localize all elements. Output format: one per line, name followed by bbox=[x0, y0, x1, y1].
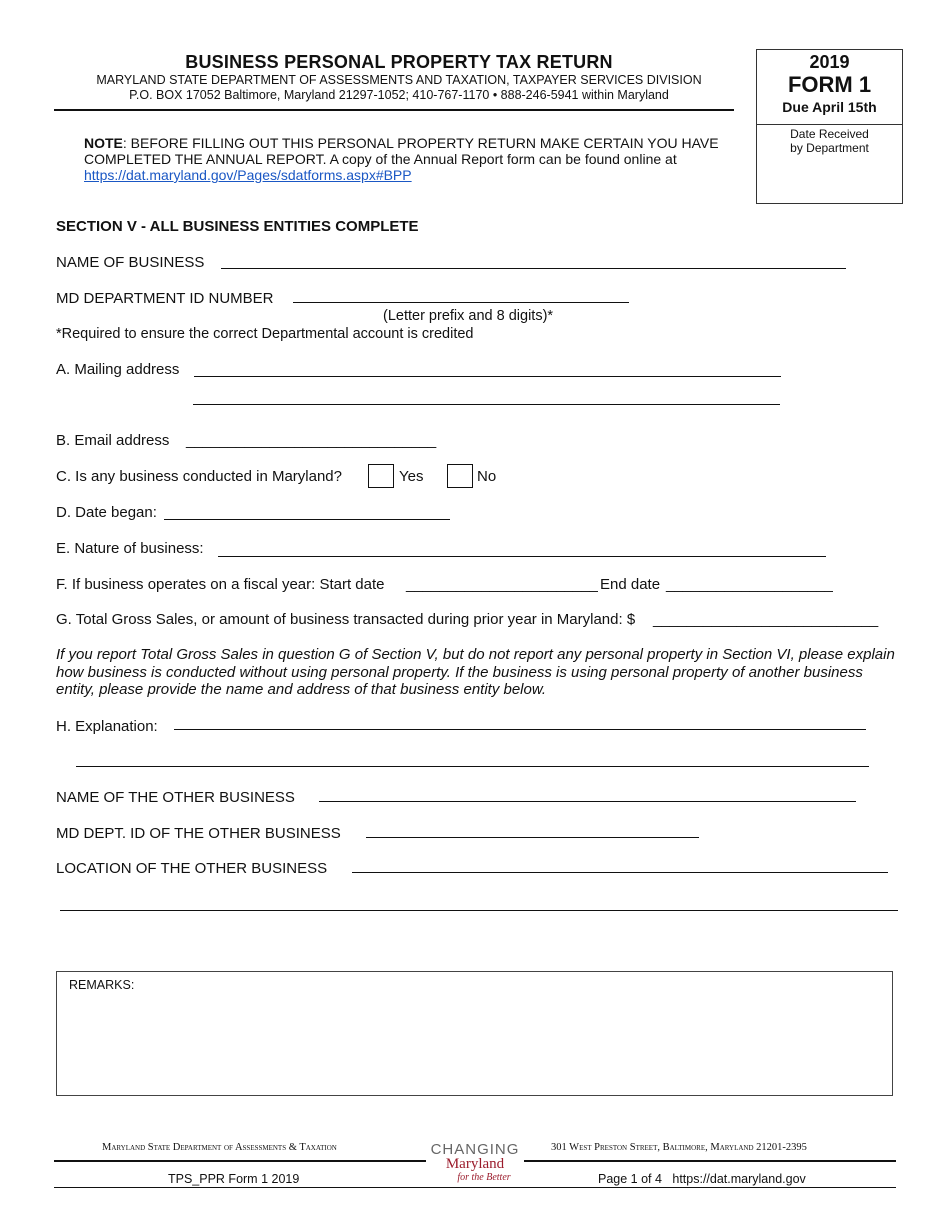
no-checkbox[interactable] bbox=[447, 464, 473, 488]
date-began-field[interactable] bbox=[164, 519, 450, 520]
form-year: 2019 bbox=[809, 52, 850, 72]
footer-street-address: 301 West Preston Street, Baltimore, Maryland 21201-2395 bbox=[551, 1142, 807, 1153]
footer-rule-bottom bbox=[54, 1187, 896, 1188]
dept-id-label: MD DEPARTMENT ID NUMBER bbox=[56, 290, 274, 307]
explanation-line-1[interactable] bbox=[174, 729, 866, 730]
form-number: FORM 1 bbox=[787, 72, 872, 97]
other-business-location-label: LOCATION OF THE OTHER BUSINESS bbox=[56, 860, 328, 877]
fiscal-end-field[interactable]: ____________________ bbox=[666, 576, 833, 593]
mailing-address-line-1[interactable] bbox=[194, 376, 781, 377]
footer-rule-right bbox=[524, 1160, 896, 1162]
other-business-id-label: MD DEPT. ID OF THE OTHER BUSINESS bbox=[56, 825, 341, 842]
explanation-label: H. Explanation: bbox=[56, 718, 158, 735]
mailing-address-label: A. Mailing address bbox=[56, 361, 180, 378]
dept-id-hint: (Letter prefix and 8 digits)* bbox=[383, 308, 554, 324]
note-text: : BEFORE FILLING OUT THIS PERSONAL PROPERTY RETURN MAKE CERTAIN YOU HAVE COMPLETED THE ANNUAL REPORT. A copy of the Annual Report form can be found online at bbox=[84, 135, 719, 167]
footer-rule-left bbox=[54, 1160, 426, 1162]
gross-sales-field[interactable]: ___________________________ bbox=[653, 611, 879, 628]
date-began-label: D. Date began: bbox=[56, 504, 157, 521]
other-business-id-field[interactable] bbox=[366, 837, 699, 838]
explanation-line-2[interactable] bbox=[76, 766, 869, 767]
yes-checkbox[interactable] bbox=[368, 464, 394, 488]
footer-website: https://dat.maryland.gov bbox=[672, 1172, 806, 1186]
business-conducted-label: C. Is any business conducted in Maryland? bbox=[56, 468, 342, 485]
form-id-box bbox=[756, 49, 903, 204]
footer-agency: Maryland State Department of Assessments & Taxation bbox=[102, 1142, 337, 1153]
no-label: No bbox=[477, 468, 497, 485]
fiscal-start-field[interactable]: _______________________ bbox=[406, 576, 598, 593]
annual-report-link[interactable]: https://dat.maryland.gov/Pages/sdatforms.aspx#BPP bbox=[84, 167, 412, 183]
remarks-box[interactable] bbox=[56, 971, 893, 1096]
email-field[interactable]: ______________________________ bbox=[186, 432, 437, 449]
header-rule bbox=[54, 109, 734, 111]
logo-changing: CHANGING bbox=[430, 1141, 520, 1158]
nature-of-business-field[interactable] bbox=[218, 556, 826, 557]
other-business-location-field[interactable] bbox=[352, 872, 888, 873]
fiscal-year-label: F. If business operates on a fiscal year: Start date bbox=[56, 576, 385, 593]
date-received-label: Date Received bbox=[790, 127, 869, 141]
form-title: BUSINESS PERSONAL PROPERTY TAX RETURN bbox=[185, 52, 613, 72]
form-box-divider bbox=[757, 124, 902, 125]
date-received-label-2: by Department bbox=[790, 141, 869, 155]
fiscal-end-label: End date bbox=[600, 576, 661, 593]
note-bold: NOTE bbox=[84, 135, 123, 151]
page-number: Page 1 of 4 bbox=[598, 1172, 662, 1186]
other-business-location-line-2[interactable] bbox=[60, 910, 898, 911]
changing-maryland-logo bbox=[425, 1142, 525, 1183]
dept-id-field[interactable] bbox=[293, 302, 629, 303]
other-business-name-label: NAME OF THE OTHER BUSINESS bbox=[56, 789, 295, 806]
other-business-name-field[interactable] bbox=[319, 801, 856, 802]
footer-page-info bbox=[598, 1172, 806, 1186]
agency-line: MARYLAND STATE DEPARTMENT OF ASSESSMENTS AND TAXATION, TAXPAYER SERVICES DIVISION bbox=[96, 73, 702, 87]
gross-sales-label: G. Total Gross Sales, or amount of business transacted during prior year in Maryland: $ bbox=[56, 611, 636, 628]
remarks-label: REMARKS: bbox=[69, 978, 135, 992]
mailing-address-line-2[interactable] bbox=[193, 404, 780, 405]
address-line: P.O. BOX 17052 Baltimore, Maryland 21297-1052; 410-767-1170 • 888-246-5941 within Maryland bbox=[129, 88, 669, 102]
nature-of-business-label: E. Nature of business: bbox=[56, 540, 204, 557]
business-name-label: NAME OF BUSINESS bbox=[56, 254, 205, 271]
logo-tagline: for the Better bbox=[457, 1172, 511, 1183]
business-name-field[interactable] bbox=[221, 268, 846, 269]
dept-id-required-note: *Required to ensure the correct Departmental account is credited bbox=[56, 326, 474, 342]
logo-maryland: Maryland bbox=[445, 1156, 505, 1172]
footer-form-id: TPS_PPR Form 1 2019 bbox=[168, 1172, 300, 1186]
email-label: B. Email address bbox=[56, 432, 170, 449]
section-heading: SECTION V - ALL BUSINESS ENTITIES COMPLETE bbox=[56, 218, 419, 235]
due-date: Due April 15th bbox=[782, 99, 877, 115]
yes-label: Yes bbox=[399, 468, 424, 485]
instructions-paragraph: If you report Total Gross Sales in question G of Section V, but do not report any personal property in Section VI, please explain how business is conducted without using personal property. If the business is using personal property of another business entity, please provide the name and address of that business entity below. bbox=[56, 646, 895, 698]
note-paragraph bbox=[84, 135, 734, 183]
